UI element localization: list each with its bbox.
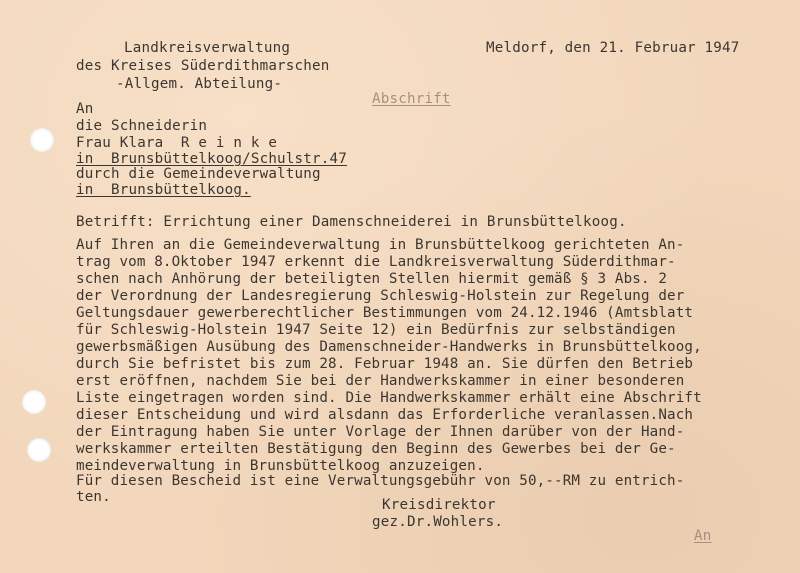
body-line: der Verordnung der Landesregierung Schleswig-Holstein zur Regelung der bbox=[76, 288, 685, 304]
recipient-line: Frau Klara R e i n k e bbox=[76, 135, 278, 151]
punch-hole bbox=[27, 438, 51, 462]
body-line: meindeverwaltung in Brunsbüttelkoog anzuzeigen. bbox=[76, 458, 485, 474]
body-line: werkskammer erteilten Bestätigung den Beginn des Gewerbes bei der Ge- bbox=[76, 441, 676, 457]
sender-line: Landkreisverwaltung bbox=[124, 40, 291, 56]
body-line: Geltungsdauer gewerberechtlicher Bestimmungen vom 24.12.1946 (Amtsblatt bbox=[76, 305, 694, 321]
punch-hole bbox=[30, 128, 54, 152]
copy-mark: Abschrift bbox=[372, 91, 451, 107]
sender-line: des Kreises Süderdithmarschen bbox=[76, 58, 330, 74]
signature-name: gez.Dr.Wohlers. bbox=[372, 514, 504, 530]
body-line: trag vom 8.Oktober 1947 erkennt die Landkreisverwaltung Süderdithmar- bbox=[76, 254, 676, 270]
footer-mark: An bbox=[694, 528, 712, 544]
signature-title: Kreisdirektor bbox=[382, 497, 496, 513]
punch-hole bbox=[22, 390, 46, 414]
subject-line: Betrifft: Errichtung einer Damenschneiderei in Brunsbüttelkoog. bbox=[76, 214, 627, 230]
recipient-line: An bbox=[76, 101, 94, 117]
body-line: der Eintragung haben Sie unter Vorlage der Ihnen darüber von der Hand- bbox=[76, 424, 685, 440]
body-line: Liste eingetragen worden sind. Die Handwerkskammer erhält eine Abschrift bbox=[76, 390, 702, 406]
body-line: Für diesen Bescheid ist eine Verwaltungsgebühr von 50,--RM zu entrich- bbox=[76, 473, 685, 489]
recipient-line: die Schneiderin bbox=[76, 118, 208, 134]
sender-line: -Allgem. Abteilung- bbox=[116, 76, 283, 92]
recipient-line: in Brunsbüttelkoog/Schulstr.47 bbox=[76, 151, 347, 167]
recipient-line: durch die Gemeindeverwaltung bbox=[76, 166, 321, 182]
body-line: erst eröffnen, nachdem Sie bei der Handwerkskammer in einer besonderen bbox=[76, 373, 685, 389]
body-line: für Schleswig-Holstein 1947 Seite 12) ein Bedürfnis zur selbständigen bbox=[76, 322, 676, 338]
body-line: schen nach Anhörung der beteiligten Stellen hiermit gemäß § 3 Abs. 2 bbox=[76, 271, 668, 287]
body-line: durch Sie befristet bis zum 28. Februar 1948 an. Sie dürfen den Betrieb bbox=[76, 356, 694, 372]
place-date: Meldorf, den 21. Februar 1947 bbox=[486, 40, 740, 56]
body-line: gewerbsmäßigen Ausübung des Damenschneider-Handwerks in Brunsbüttelkoog, bbox=[76, 339, 702, 355]
body-line: Auf Ihren an die Gemeindeverwaltung in Brunsbüttelkoog gerichteten An- bbox=[76, 237, 685, 253]
recipient-line: in Brunsbüttelkoog. bbox=[76, 182, 251, 198]
body-line: ten. bbox=[76, 489, 111, 505]
body-line: dieser Entscheidung und wird alsdann das Erforderliche veranlassen.Nach bbox=[76, 407, 694, 423]
